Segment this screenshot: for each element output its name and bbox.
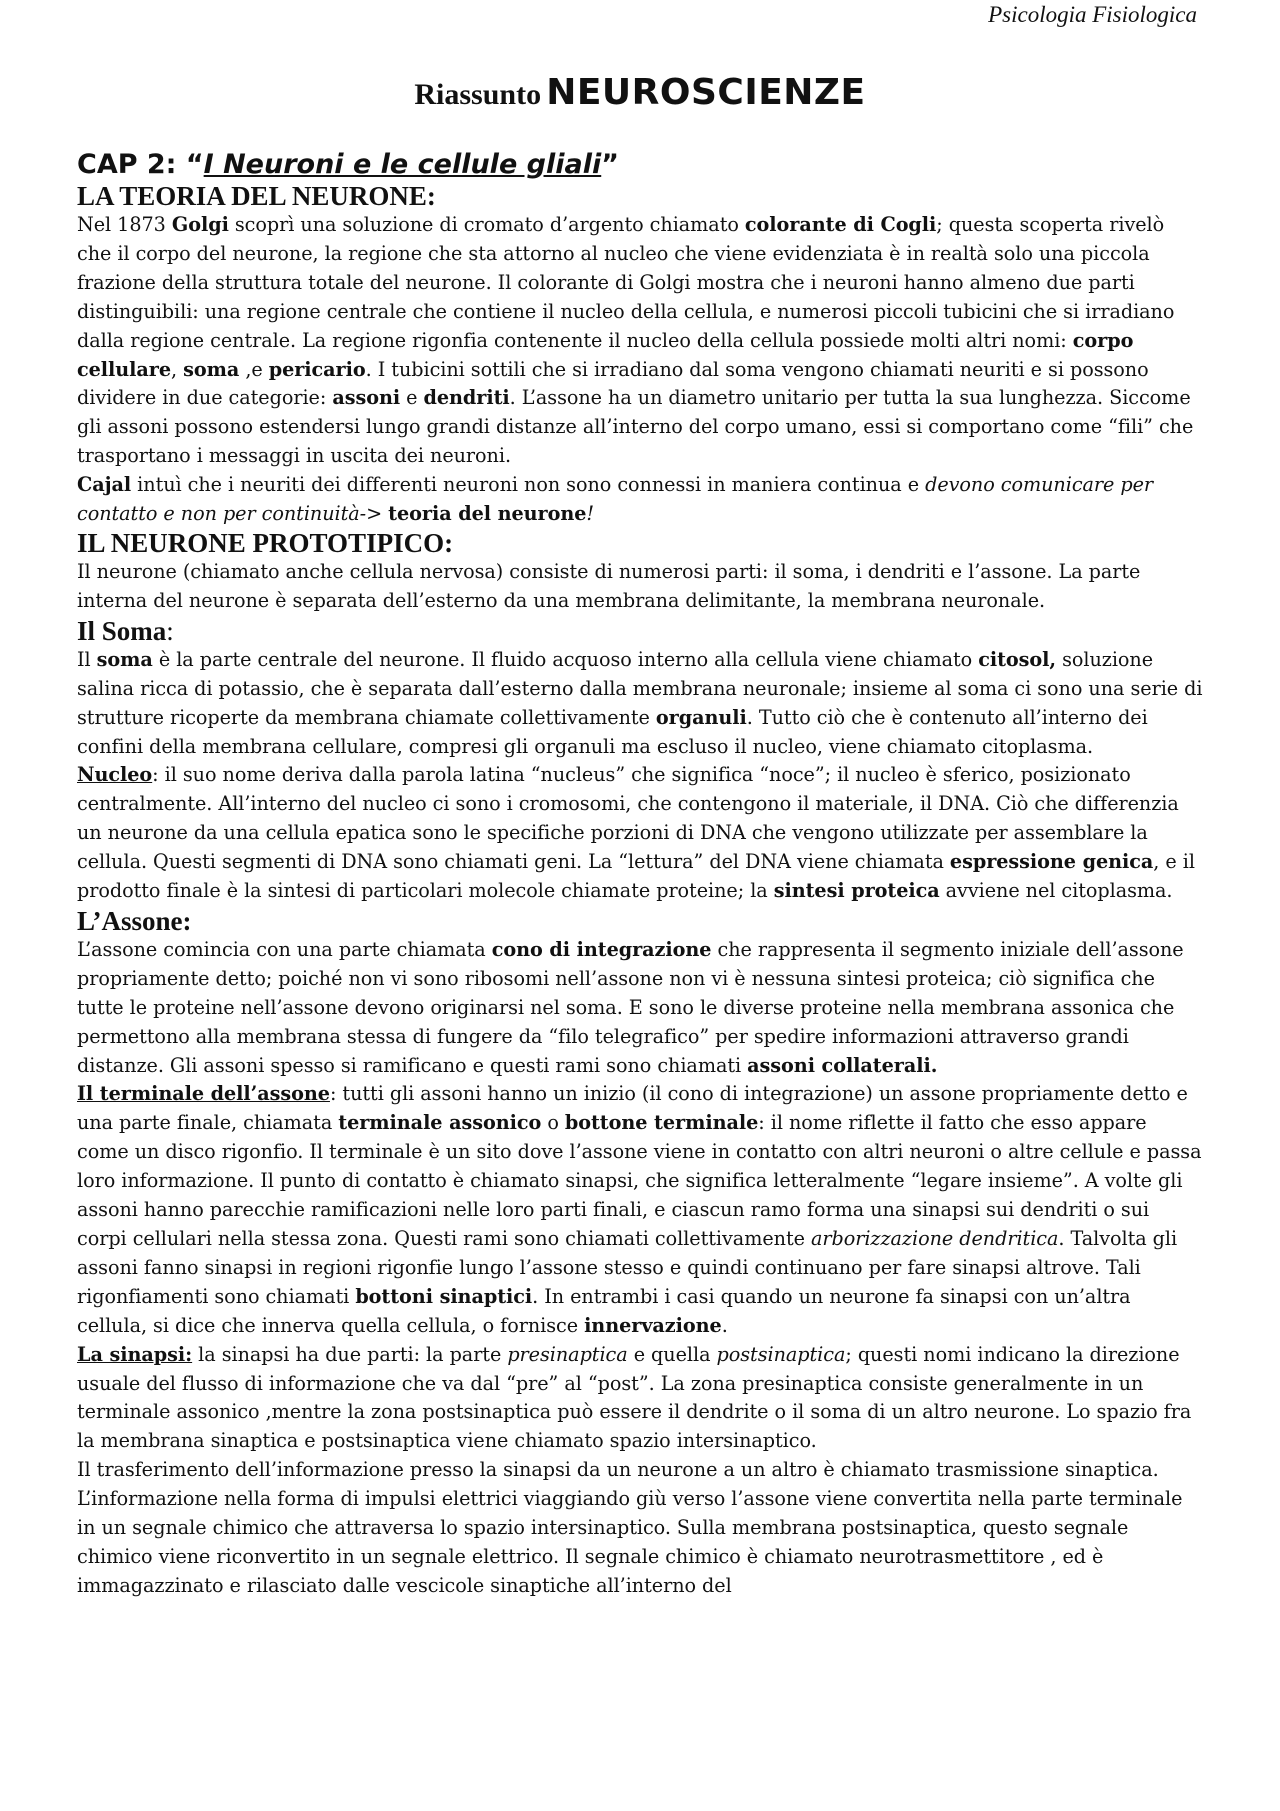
section-heading-soma: Il Soma: [77, 615, 174, 646]
paragraph-neurone: Il neurone (chiamato anche cellula nervosa) consiste di numerosi parti: il soma, i dendriti e l’assone. La parte interna del neurone è separata dell’esterno da una membrana delimitante, la membrana neuronale. [77, 559, 1141, 612]
section-heading-prototipico: IL NEURONE PROTOTIPICO: [77, 527, 454, 558]
paragraph-trasmissione: Il trasferimento dell’informazione presso la sinapsi da un neurone a un altro è chiamato trasmissione sinaptica. L’informazione nella forma di impulsi elettrici viaggiando giù verso l’assone viene convertita nella parte terminale in un segnale chimico che attraversa lo spazio intersinaptico. Sulla membrana postsinaptica, questo segnale chimico viene riconvertito in un segnale elettrico. Il segnale chimico è chiamato neurotrasmettitore , ed è immagazzinato e rilasciato dalle vescicole sinaptiche all’interno del [77, 1458, 1183, 1597]
running-header: Psicologia Fisiologica [988, 2, 1197, 27]
paragraph-cajal: Cajal intuì che i neuriti dei differenti neuroni non sono connessi in maniera continua e devono comunicare per contatto e non per continuità-> teoria del neurone! [77, 473, 1154, 526]
section-heading-assone: L’Assone: [77, 905, 192, 936]
title-main: NEUROSCIENZE [546, 72, 866, 113]
paragraph-golgi: Nel 1873 Golgi scoprì una soluzione di cromato d’argento chiamato colorante di Cogli; questa scoperta rivelò che il corpo del neurone, la regione che sta attorno al nucleo che viene evidenziata è in realtà solo una piccola frazione della struttura totale del neurone. Il colorante di Golgi mostra che i neuroni hanno almeno due parti distinguibili: una regione centrale che contiene il nucleo della cellula, e numerosi piccoli tubicini che si irradiano dalla regione centrale. La regione rigonfia contenente il nucleo della cellula possiede molti altri nomi: corpo cellulare, soma ,e pericario. I tubicini sottili che si irradiano dal soma vengono chiamati neuriti e si possono dividere in due categorie: assoni e dendriti. L’assone ha un diametro unitario per tutta la sua lunghezza. Siccome gli assoni possono estendersi lungo grandi distanze all’interno del corpo umano, essi si comportano come “fili” che trasportano i messaggi in uscita dei neuroni. [77, 213, 1194, 468]
paragraph-sinapsi: La sinapsi: la sinapsi ha due parti: la parte presinaptica e quella postsinaptica; questi nomi indicano la direzione usuale del flusso di informazione che va dal “pre” al “post”. La zona presinaptica consiste generalmente in un terminale assonico ,mentre la zona postsinaptica può essere il dendrite o il soma di un altro neurone. Lo spazio fra la membrana sinaptica e postsinaptica viene chiamato spazio intersinaptico. [77, 1342, 1192, 1453]
paragraph-soma: Il soma è la parte centrale del neurone. Il fluido acquoso interno alla cellula viene chiamato citosol, soluzione salina ricca di potassio, che è separata dall’esterno dalla membrana neuronale; insieme al soma ci sono una serie di strutture ricoperte da membrana chiamate collettivamente organuli. Tutto ciò che è contenuto all’interno dei confini della membrana cellulare, compresi gli organuli ma escluso il nucleo, viene chiamato citoplasma. [77, 647, 1203, 758]
paragraph-assone: L’assone comincia con una parte chiamata cono di integrazione che rappresenta il segmento iniziale dell’assone propriamente detto; poiché non vi sono ribosomi nell’assone non vi è nessuna sintesi proteica; ciò significa che tutte le proteine nell’assone devono originarsi nel soma. E sono le diverse proteine nella membrana assonica che permettono alla membrana stessa di fungere da “filo telegrafico” per spedire informazioni attraverso grandi distanze. Gli assoni spesso si ramificano e questi rami sono chiamati assoni collaterali. [77, 937, 1184, 1077]
document-title [0, 72, 1280, 113]
chapter-heading: CAP 2: “I Neuroni e le cellule gliali” [77, 149, 619, 180]
paragraph-terminale: Il terminale dell’assone: tutti gli assoni hanno un inizio (il cono di integrazione) un assone propriamente detto e una parte finale, chiamata terminale assonico o bottone terminale: il nome riflette il fatto che esso appare come un disco rigonfio. Il terminale è un sito dove l’assone viene in contatto con altri neuroni o altre cellule e passa loro informazione. Il punto di contatto è chiamato sinapsi, che significa letteralmente “legare insieme”. A volte gli assoni hanno parecchie ramificazioni nelle loro parti finali, e ciascun ramo forma una sinapsi sui dendriti o sui corpi cellulari nella stessa zona. Questi rami sono chiamati collettivamente arborizzazione dendritica. Talvolta gli assoni fanno sinapsi in regioni rigonfie lungo l’assone stesso e quindi continuano per fare sinapsi altrove. Tali rigonfiamenti sono chiamati bottoni sinaptici. In entrambi i casi quando un neurone fa sinapsi con un’altra cellula, si dice che innerva quella cellula, o fornisce innervazione. [77, 1082, 1202, 1337]
chapter-title: I Neuroni e le cellule gliali [203, 149, 602, 180]
section-heading-teoria: LA TEORIA DEL NEURONE: [77, 181, 436, 211]
title-prefix: Riassunto [414, 78, 542, 111]
document-body [77, 148, 1203, 1601]
paragraph-nucleo: Nucleo: il suo nome deriva dalla parola latina “nucleus” che significa “noce”; il nucleo è sferico, posizionato centralmente. All’interno del nucleo ci sono i cromosomi, che contengono il materiale, il DNA. Ciò che differenzia un neurone da una cellula epatica sono le specifiche porzioni di DNA che vengono utilizzate per assemblare la cellula. Questi segmenti di DNA sono chiamati geni. La “lettura” del DNA viene chiamata espressione genica, e il prodotto finale è la sintesi di particolari molecole chiamate proteine; la sintesi proteica avviene nel citoplasma. [77, 763, 1195, 903]
